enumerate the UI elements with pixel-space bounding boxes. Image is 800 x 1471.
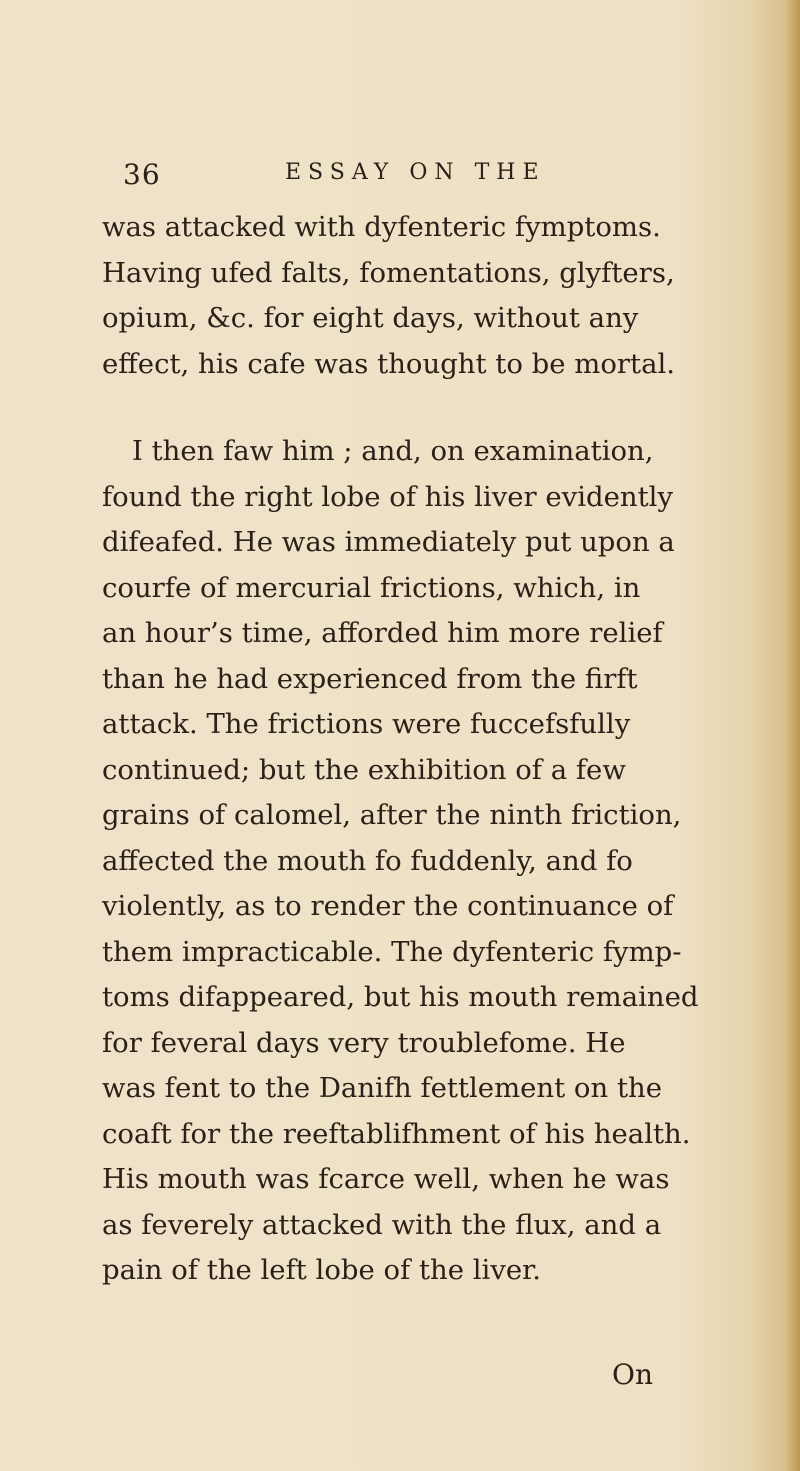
text-line: courfe of mercurial frictions, which, in <box>102 571 641 604</box>
text-line: Having ufed falts, fomentations, glyfters, <box>102 256 675 289</box>
text-line: effect, his cafe was thought to be mortal. <box>102 347 676 380</box>
text-line: toms difappeared, but his mouth remained <box>102 981 699 1013</box>
text-line: attack. The frictions were fuccefsfully <box>102 708 631 740</box>
text-line: coaft for the reeftablifhment of his health. <box>102 1117 691 1150</box>
running-title: ESSAY ON THE <box>285 160 546 185</box>
paragraph-spacer <box>102 387 699 429</box>
body-text <box>102 205 699 1294</box>
text-line: His mouth was fcarce well, when he was <box>102 1163 670 1195</box>
text-line: than he had experienced from the firft <box>102 662 638 695</box>
text-line: pain of the left lobe of the liver. <box>102 1254 542 1286</box>
text-line: I then faw him ; and, on examination, <box>132 435 654 467</box>
text-line: was fent to the Danifh fettlement on the <box>102 1072 662 1104</box>
page-header <box>0 150 800 194</box>
page-edge <box>786 0 800 1471</box>
text-line: affected the mouth fo fuddenly, and fo <box>102 844 633 877</box>
text-line: violently, as to render the continuance of <box>102 890 674 922</box>
text-line: opium, &c. for eight days, without any <box>102 302 639 334</box>
text-line: continued; but the exhibition of a few <box>102 753 626 786</box>
text-line: found the right lobe of his liver evidently <box>102 480 674 513</box>
text-line: as feverely attacked with the flux, and a <box>102 1208 662 1241</box>
text-line: them impracticable. The dyfenteric fymp- <box>102 935 682 968</box>
text-line: difeafed. He was immediately put upon a <box>102 526 675 558</box>
text-line: grains of calomel, after the ninth friction, <box>102 799 682 831</box>
page-number: 36 <box>123 158 161 191</box>
text-line: an hour’s time, afforded him more relief <box>102 617 663 649</box>
text-line: was attacked with dyfenteric fymptoms. <box>102 211 661 243</box>
text-line: for feveral days very troublefome. He <box>102 1026 626 1059</box>
catchword: On <box>612 1358 653 1391</box>
